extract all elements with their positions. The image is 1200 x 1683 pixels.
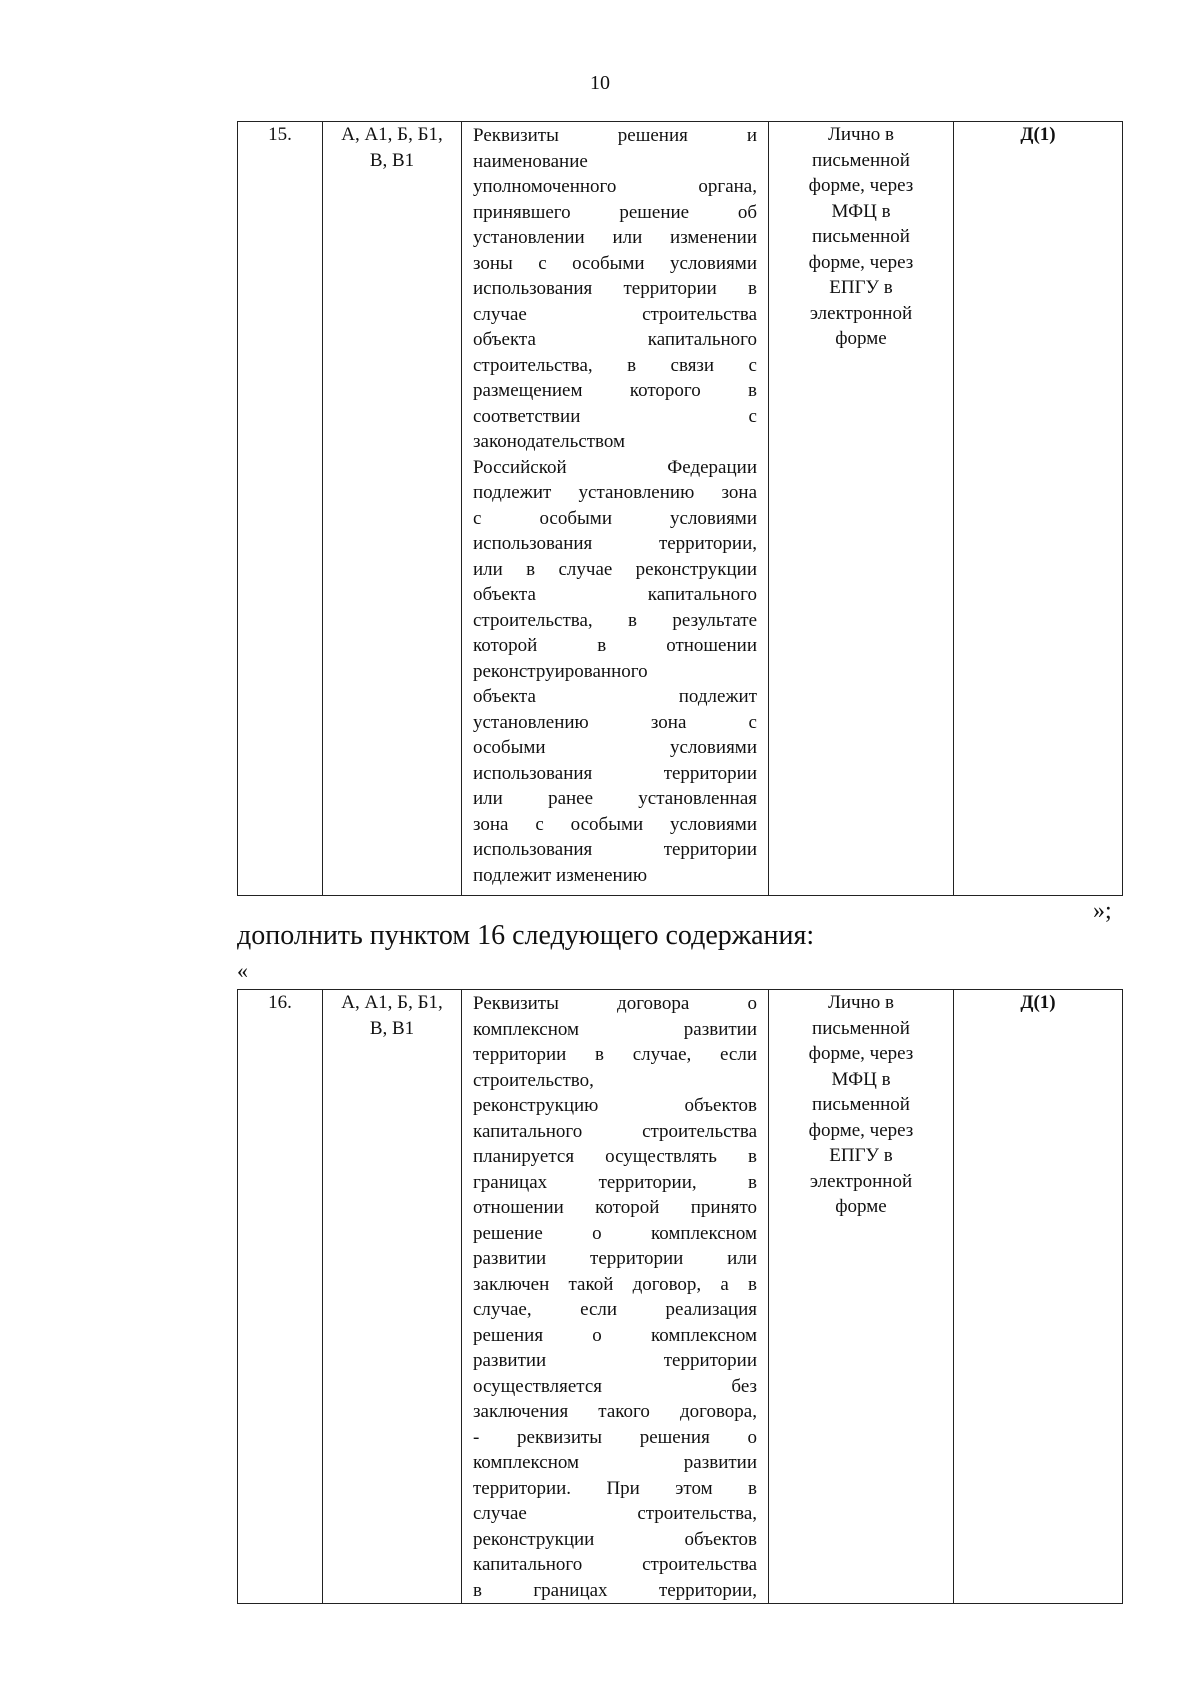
table-row: [238, 990, 1123, 1604]
method-line: письменной: [812, 1094, 910, 1115]
description-line: использования территории: [473, 762, 757, 784]
description-line: заключен такой договор, а в: [473, 1273, 757, 1295]
description-line: решения о комплексном: [473, 1324, 757, 1346]
description-line: заключения такого договора,: [473, 1401, 757, 1422]
description-line: объекта подлежит: [473, 686, 757, 707]
description-line: или в случае реконструкции: [473, 558, 757, 580]
method-line: Лично в: [828, 992, 894, 1013]
description-line: комплексном развитии: [473, 1018, 757, 1040]
opening-quote: «: [237, 958, 248, 983]
description-line: случае строительства: [473, 303, 757, 325]
closing-quote: »;: [1093, 898, 1112, 924]
description-line: законодательством: [473, 431, 626, 452]
method-line: форме: [835, 328, 887, 349]
row-code: Д(1): [954, 990, 1123, 1604]
description-line: комплексном развитии: [473, 1452, 757, 1473]
description-line: соответствии с: [473, 405, 757, 427]
description-line: строительства, в результате: [473, 609, 757, 631]
description-line: строительства, в связи с: [473, 354, 757, 376]
description-line: особыми условиями: [473, 737, 757, 758]
description-line: осуществляется без: [473, 1375, 757, 1397]
amendment-text: дополнить пунктом 16 следующего содержания:: [237, 920, 815, 951]
description-line: принявшего решение об: [473, 201, 757, 223]
method-line: письменной: [812, 149, 910, 171]
description-line: зоны с особыми условиями: [473, 252, 757, 274]
categories-line: В, В1: [369, 149, 415, 171]
description-line: установлении или изменении: [473, 227, 757, 248]
row-description: [462, 990, 769, 1604]
method-line: электронной: [809, 302, 913, 324]
description-line: Российской Федерации: [473, 456, 757, 478]
categories-line: А, А1, Б, Б1,: [341, 992, 443, 1013]
description-line: реконструированного: [473, 660, 648, 682]
description-line: установлению зона с: [473, 711, 757, 733]
categories-line: А, А1, Б, Б1,: [341, 124, 443, 145]
row-code: Д(1): [954, 122, 1123, 896]
description-line: использования территории,: [473, 533, 757, 554]
method-line: форме: [835, 1196, 887, 1217]
row-number: 15.: [238, 122, 323, 896]
description-line: развитии территории или: [473, 1248, 757, 1269]
method-line: МФЦ в: [831, 200, 891, 222]
description-line: использования территории в: [473, 278, 757, 299]
description-line: границах территории, в: [473, 1171, 757, 1193]
row-description: [462, 122, 769, 896]
description-line: зона с особыми условиями: [473, 813, 757, 835]
row-submission-method: [769, 122, 954, 896]
description-line: случае строительства,: [473, 1503, 757, 1524]
method-line: письменной: [812, 1017, 910, 1039]
table-row-16: [237, 989, 1123, 1604]
description-line: с особыми условиями: [473, 507, 757, 529]
method-line: форме, через: [808, 175, 914, 196]
description-line: развитии территории: [473, 1350, 757, 1371]
page-number: 10: [590, 72, 610, 94]
row-categories: [323, 990, 462, 1604]
description-line: объекта капитального: [473, 329, 757, 350]
method-line: письменной: [812, 226, 910, 247]
description-line: строительство,: [473, 1069, 594, 1091]
row-submission-method: [769, 990, 954, 1604]
description-line: использования территории: [473, 839, 757, 860]
description-line: - реквизиты решения о: [473, 1426, 757, 1448]
description-line: объекта капитального: [473, 584, 757, 605]
description-line: наименование: [473, 150, 588, 172]
method-line: ЕПГУ в: [829, 1145, 893, 1166]
description-line: которой в отношении: [473, 635, 757, 656]
description-line: в границах территории,: [473, 1579, 757, 1601]
description-line: размещением которого в: [473, 380, 757, 401]
description-line: отношении которой принято: [473, 1197, 757, 1218]
description-line: случае, если реализация: [473, 1299, 757, 1320]
table-row-15: [237, 121, 1123, 896]
method-line: Лично в: [828, 124, 894, 145]
description-line: капитального строительства: [473, 1554, 757, 1575]
description-line: капитального строительства: [473, 1120, 757, 1142]
description-line: территории в случае, если: [473, 1044, 757, 1065]
description-line: уполномоченного органа,: [473, 176, 757, 197]
table-row: [238, 122, 1123, 896]
method-line: ЕПГУ в: [829, 277, 893, 298]
description-line: реконструкцию объектов: [473, 1095, 757, 1116]
description-line: подлежит установлению зона: [473, 482, 757, 503]
method-line: форме, через: [808, 251, 914, 273]
description-line: или ранее установленная: [473, 788, 757, 809]
method-line: форме, через: [808, 1119, 914, 1141]
description-line: Реквизиты договора о: [473, 993, 757, 1014]
method-line: электронной: [809, 1170, 913, 1192]
description-line: решение о комплексном: [473, 1222, 757, 1244]
categories-line: В, В1: [369, 1017, 415, 1039]
description-line: подлежит изменению: [473, 864, 648, 886]
description-line: территории. При этом в: [473, 1477, 757, 1499]
description-line: реконструкции объектов: [473, 1528, 757, 1550]
description-line: Реквизиты решения и: [473, 125, 757, 146]
method-line: МФЦ в: [831, 1068, 891, 1090]
row-number: 16.: [238, 990, 323, 1604]
method-line: форме, через: [808, 1043, 914, 1064]
row-categories: [323, 122, 462, 896]
description-line: планируется осуществлять в: [473, 1146, 757, 1167]
